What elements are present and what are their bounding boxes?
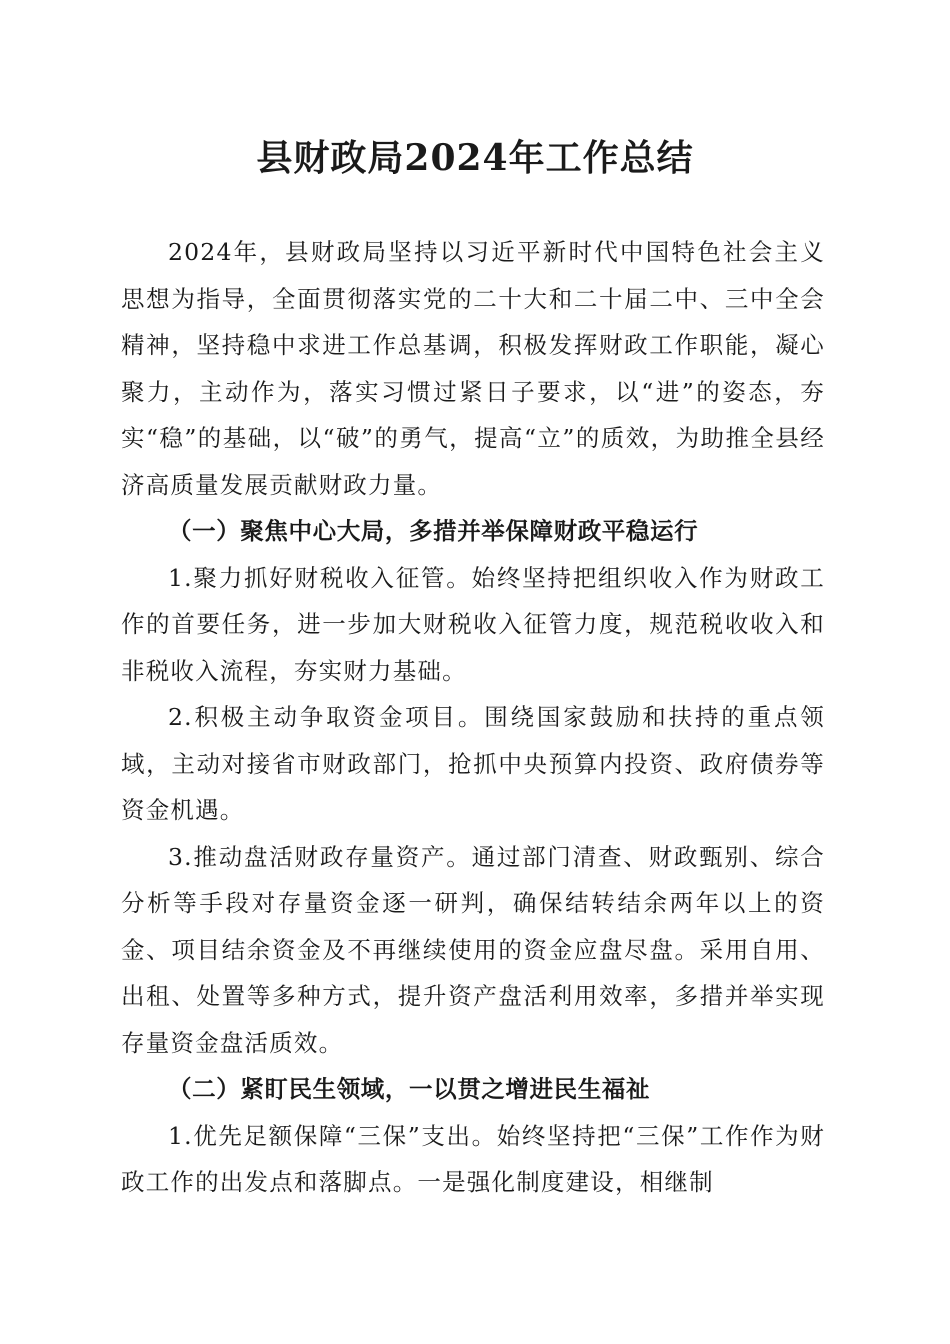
intro-paragraph: 2024年，县财政局坚持以习近平新时代中国特色社会主义思想为指导，全面贯彻落实党的二十大和二十届二中、三中全会精神，坚持稳中求进工作总基调，积极发挥财政工作职能，凝心聚力，主动作为，落实习惯过紧日子要求，以“进”的姿态，夯实“稳”的基础，以“破”的勇气，提高“立”的质效，为助推全县经济高质量发展贡献财政力量。 — [121, 238, 825, 499]
paragraph-item-1-2: 2.积极主动争取资金项目。围绕国家鼓励和扶持的重点领域，主动对接省市财政部门，抢抓中央预算内投资、政府债券等资金机遇。 — [121, 703, 825, 824]
paragraph-item-1-1: 1.聚力抓好财税收入征管。始终坚持把组织收入作为财政工作的首要任务，进一步加大财税收入征管力度，规范税收收入和非税收入流程，夯实财力基础。 — [121, 563, 825, 685]
section-heading-2: （二）紧盯民生领域，一以贯之增进民生福祉 — [168, 1075, 650, 1103]
document-title: 县财政局2024年工作总结 — [256, 137, 694, 179]
paragraph-item-2-1: 1.优先足额保障“三保”支出。始终坚持把“三保”工作作为财政工作的出发点和落脚点。一是强化制度建设，相继制 — [121, 1121, 825, 1196]
section-heading-1: （一）聚焦中心大局，多措并举保障财政平稳运行 — [168, 517, 699, 545]
document-body — [121, 229, 825, 1206]
paragraph-item-1-3: 3.推动盘活财政存量资产。通过部门清查、财政甄别、综合分析等手段对存量资金逐一研判，确保结转结余两年以上的资金、项目结余资金及不再继续使用的资金应盘尽盘。采用自用、出租、处置等多种方式，提升资产盘活利用效率，多措并举实现存量资金盘活质效。 — [121, 842, 825, 1057]
